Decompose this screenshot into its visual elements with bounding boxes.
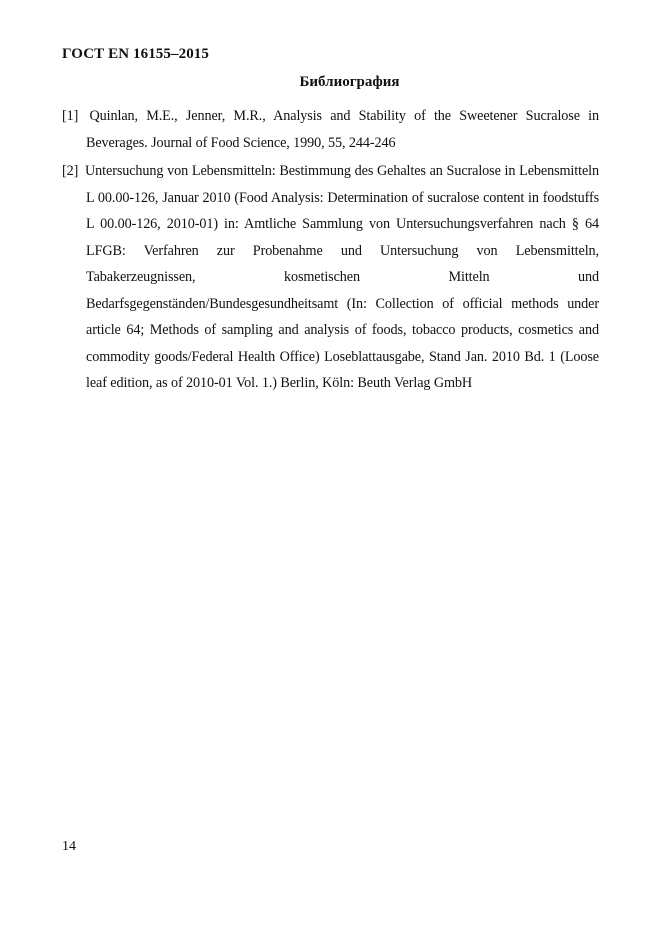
reference-text: Quinlan, M.E., Jenner, M.R., Analysis and Stability of the Sweetener Sucralose in Beverages. Journal of Food Science, 1990, 55, 244-246: [86, 108, 599, 151]
document-code-header: ГОСТ EN 16155–2015: [62, 46, 209, 62]
reference-number: [1]: [62, 108, 79, 124]
reference-item-1: [62, 103, 599, 156]
reference-list: [62, 103, 599, 399]
page-number: 14: [62, 839, 76, 854]
reference-text: Untersuchung von Lebensmitteln: Bestimmung des Gehaltes an Sucralose in Lebensmitteln L 00.00-126, Januar 2010 (Food Analysis: Determination of sucralose content in foodstuffs L 00.00-126, 2010-01) in: Amtliche Sammlung von Untersuchungsverfahren nach § 64 LFGB: Verfahren zur Probenahme und Untersuchung von Lebensmitteln, Tabakerzeugnissen, kosmetischen Mitteln und Bedarfsgegenständen/Bundesgesundheitsamt (In: Collection of official methods under article 64; Methods of sampling and analysis of foods, tobacco products, cosmetics and commodity goods/Federal Health Office) Loseblattausgabe, Stand Jan. 2010 Bd. 1 (Loose leaf edition, as of 2010-01 Vol. 1.) Berlin, Köln: Beuth Verlag GmbH: [85, 163, 599, 391]
bibliography-title: Библиография: [299, 74, 400, 90]
reference-item-2: [62, 158, 599, 397]
reference-number: [2]: [62, 163, 79, 179]
